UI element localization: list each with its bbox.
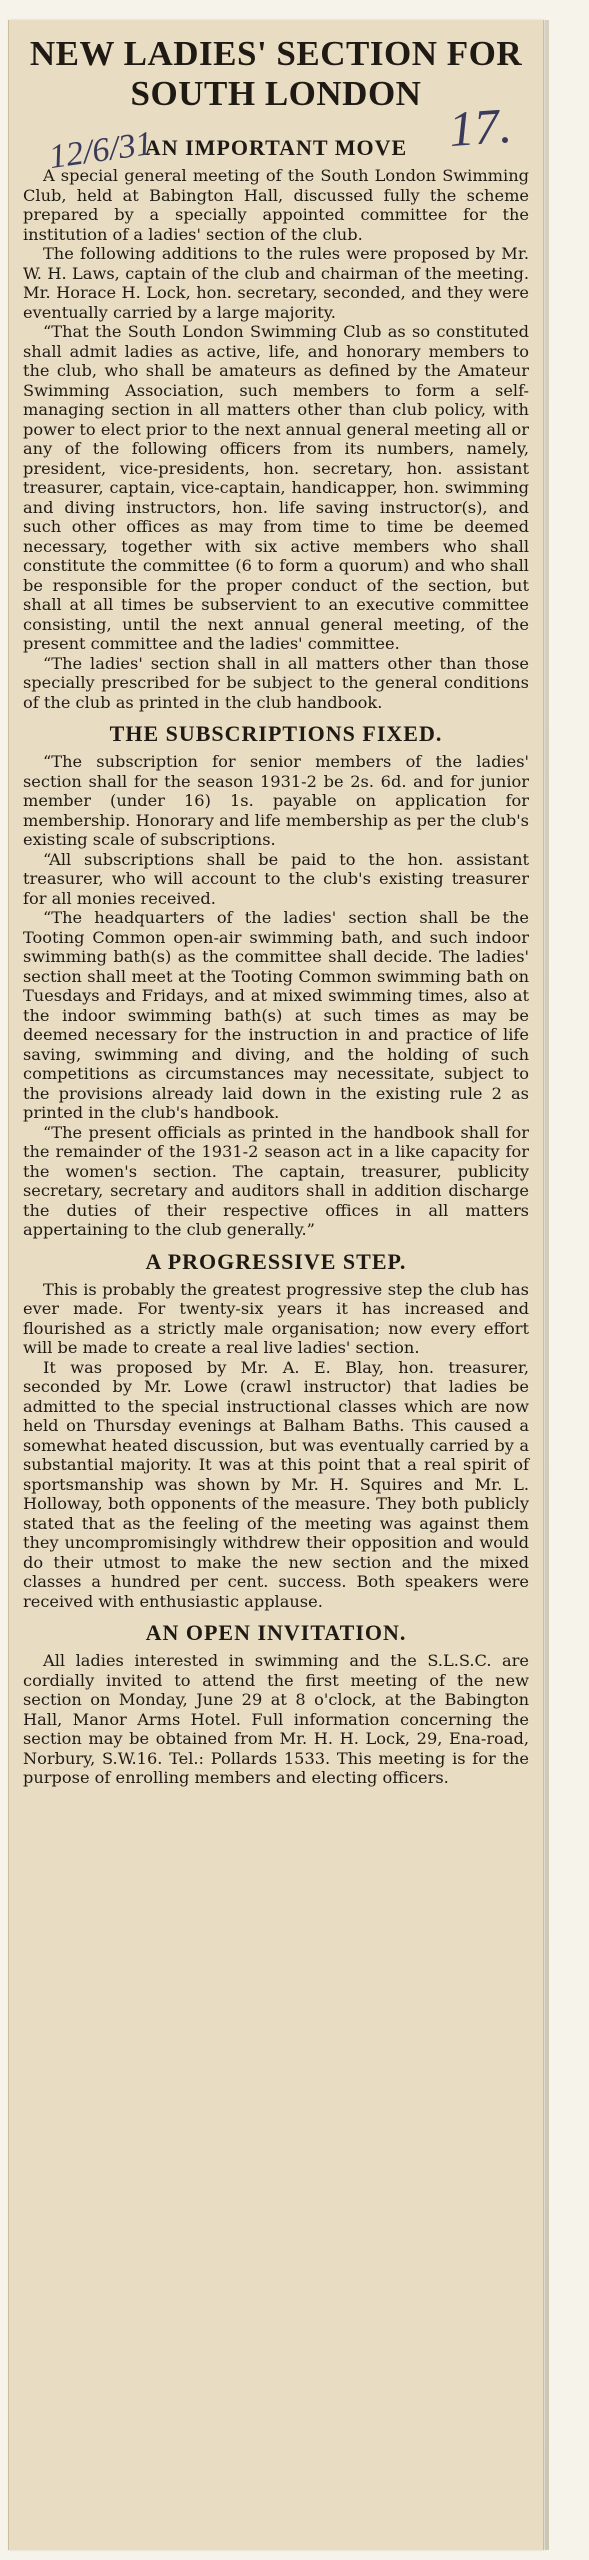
section-subscriptions <box>23 720 529 1240</box>
handwritten-number: 17. <box>447 96 514 158</box>
paragraph: “The present officials as printed in the handbook shall for the remainder of the 1931-2 season act in a like capacity for the women's section. The captain, treasurer, publicity secretary, secretary and auditors shall in addition discharge the duties of their respective offices in all matters appertaining to the club generally.” <box>23 1122 529 1239</box>
section-progressive-step <box>23 1248 529 1612</box>
paragraph: “The subscription for senior members of the ladies' section shall for the season 1931-2 be 2s. 6d. and for junior member (under 16) 1s. payable on application for membership. Honorary and life membership as per the club's existing scale of subscriptions. <box>23 752 529 849</box>
newspaper-clipping <box>8 20 544 2550</box>
paragraph: This is probably the greatest progressive step the club has ever made. For twenty-six years it has increased and flourished as a strictly male organisation; now every effort will be made to create a real live ladies' section. <box>23 1279 529 1357</box>
section-open-invitation <box>23 1619 529 1788</box>
page-edge <box>545 20 549 2550</box>
section-heading: AN IMPORTANT MOVE <box>144 135 408 160</box>
headline-line-2: SOUTH LONDON <box>130 74 422 113</box>
paragraph: The following additions to the rules were proposed by Mr. W. H. Laws, captain of the club and chairman of the meeting. Mr. Horace H. Lock, hon. secretary, seconded, and they were eventually carried by a large majority. <box>23 244 529 322</box>
paragraph: A special general meeting of the South London Swimming Club, held at Babington Hall, discussed fully the scheme prepared by a specially appointed committee for the institution of a ladies' section of the club. <box>23 166 529 244</box>
paragraph: “All subscriptions shall be paid to the hon. assistant treasurer, who will account to the club's existing treasurer for all monies received. <box>23 849 529 908</box>
paragraph: All ladies interested in swimming and the S.L.S.C. are cordially invited to attend the first meeting of the new section on Monday, June 29 at 8 o'clock, at the Babington Hall, Manor Arms Hotel. Full information concerning the section may be obtained from Mr. H. H. Lock, 29, Ena-road, Norbury, S.W.16. Tel.: Pollards 1533. This meeting is for the purpose of enrolling members and electing officers. <box>23 1651 529 1787</box>
paragraph: It was proposed by Mr. A. E. Blay, hon. treasurer, seconded by Mr. Lowe (crawl instructor) that ladies be admitted to the special instructional classes which are now held on Thursday evenings at Balham Baths. This caused a somewhat heated discussion, but was eventually carried by a substantial majority. It was at this point that a real spirit of sportsmanship was shown by Mr. H. Squires and Mr. L. Holloway, both opponents of the measure. They both publicly stated that as the feeling of the meeting was against them they uncompromisingly withdrew their opposition and would do their utmost to make the new section and the mixed classes a hundred per cent. success. Both speakers were received with enthusiastic applause. <box>23 1357 529 1611</box>
paragraph: “The headquarters of the ladies' section shall be the Tooting Common open-air swimming bath, and such indoor swimming bath(s) as the committee shall decide. The ladies' section shall meet at the Tooting Common swimming bath on Tuesdays and Fridays, and at mixed swimming times, also at the indoor swimming bath(s) at such times as may be deemed necessary for the instruction in and practice of life saving, swimming and diving, and the holding of such competitions as circumstances may necessitate, subject to the provisions already laid down in the existing rule 2 as printed in the club's handbook. <box>23 908 529 1122</box>
section-heading: A PROGRESSIVE STEP. <box>145 1248 407 1274</box>
article <box>23 34 529 1788</box>
headline-line-1: NEW LADIES' SECTION FOR <box>29 34 523 73</box>
section-heading: THE SUBSCRIPTIONS FIXED. <box>109 721 443 746</box>
section-important-move <box>23 134 529 712</box>
paragraph: “That the South London Swimming Club as so constituted shall admit ladies as active, life, and honorary members to the club, who shall be amateurs as defined by the Amateur Swimming Association, such members to form a self-managing section in all matters other than club policy, with power to elect prior to the next annual general meeting all or any of the following officers from its numbers, namely, president, vice-presidents, hon. secretary, hon. assistant treasurer, captain, vice-captain, handicapper, hon. swimming and diving instructors, hon. life saving instructor(s), and such other offices as may from time to time be deemed necessary, together with six active members who shall constitute the committee (6 to form a quorum) and who shall be responsible for the proper conduct of the section, but shall at all times be subservient to an executive committee consisting, until the next annual general meeting, of the present committee and the ladies' committee. <box>23 322 529 653</box>
handwritten-date: 12/6/31 <box>46 124 155 177</box>
paragraph: “The ladies' section shall in all matters other than those specially prescribed for be subject to the general conditions of the club as printed in the club handbook. <box>23 653 529 712</box>
section-heading: AN OPEN INVITATION. <box>145 1620 407 1645</box>
